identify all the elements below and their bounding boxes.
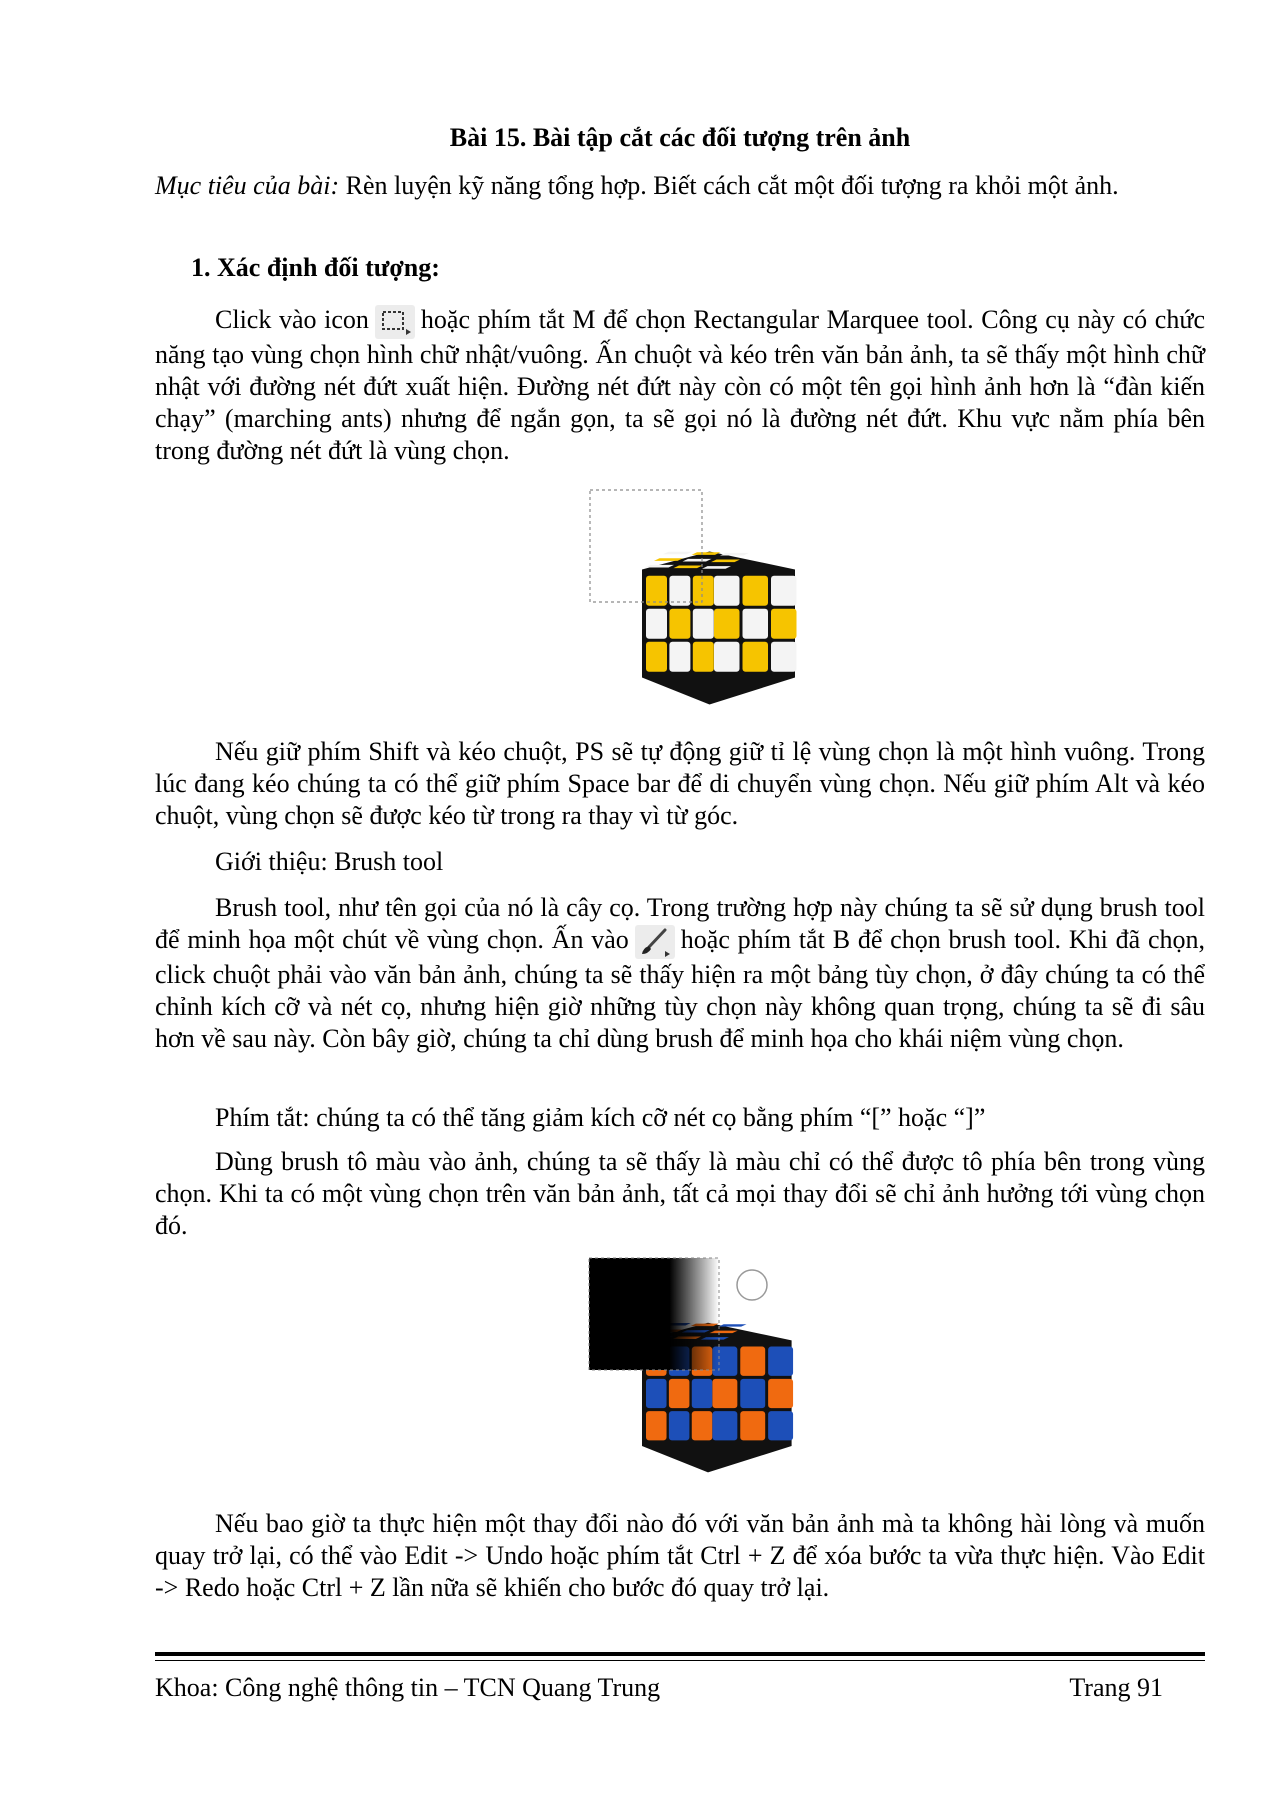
cube-top-sticker bbox=[718, 1324, 746, 1326]
cube-side-sticker bbox=[740, 1379, 765, 1408]
cube-side-sticker bbox=[771, 576, 797, 606]
cube-front-sticker bbox=[692, 1411, 713, 1440]
paragraph-marquee-end: hoặc phím tắt M để chọn Rectangular Marquee tool. Công cụ này có chức năng tạo vùng chọn hình chữ nhật/vuông. Ấn chuột và kéo trên văn bản ảnh, ta sẽ thấy một hình chữ nhật với đường nét đứt xuất hiện. Đường nét đứt này còn có một tên gọi hình ảnh hơn là “đàn kiến chạy” (marching ants) nhưng để ngắn gọn, ta sẽ gọi nó là đường nét đứt. Khu vực nằm phía bên trong đường nét đứt là vùng chọn. bbox=[155, 305, 1205, 466]
cube-front-sticker bbox=[669, 609, 690, 639]
figure-marquee-selection bbox=[570, 478, 845, 718]
cube-side-sticker bbox=[740, 1347, 765, 1376]
cube-front-sticker bbox=[669, 1379, 690, 1408]
footer-page-number: Trang 91 bbox=[1069, 1673, 1163, 1702]
cube-front-sticker bbox=[692, 1379, 713, 1408]
rubik-cube-painted-image bbox=[577, 1250, 842, 1480]
cube-side-sticker bbox=[712, 1379, 737, 1408]
cube-front-sticker bbox=[669, 576, 690, 606]
cube-front-sticker bbox=[669, 642, 690, 672]
cube-front-sticker bbox=[693, 609, 714, 639]
cube-front-sticker bbox=[646, 576, 667, 606]
figure-brush-selection bbox=[577, 1250, 842, 1480]
cube-side-sticker bbox=[771, 609, 797, 639]
paragraph-marquee-start: Click vào icon bbox=[215, 305, 369, 334]
footer-department: Khoa: Công nghệ thông tin – TCN Quang Trung bbox=[155, 1673, 661, 1702]
section-heading-1: 1. Xác định đối tượng: bbox=[191, 253, 440, 282]
cube-side-sticker bbox=[768, 1379, 793, 1408]
cube-side-sticker bbox=[743, 609, 769, 639]
document-page bbox=[155, 0, 1205, 1800]
cube-front-sticker bbox=[646, 1379, 667, 1408]
paragraph-paint-selection: Dùng brush tô màu vào ảnh, chúng ta sẽ thấy là màu chỉ có thể được tô phía bên trong vùng chọn. Khi ta có một vùng chọn trên văn bản ảnh, tất cả mọi thay đổi sẽ chỉ ảnh hưởng tới vùng chọn đó. bbox=[155, 1147, 1205, 1240]
footer-rule-thick bbox=[155, 1652, 1205, 1656]
objective-label: Mục tiêu của bài: bbox=[155, 171, 340, 200]
rectangular-marquee-icon bbox=[375, 305, 415, 339]
rubik-cube-image bbox=[570, 478, 845, 718]
painted-selection-area bbox=[589, 1258, 719, 1370]
cube-top-sticker bbox=[720, 553, 749, 556]
cube-side-sticker bbox=[740, 1411, 765, 1440]
cube-side-sticker bbox=[743, 642, 769, 672]
paragraph-brush-end: hoặc phím tắt B để chọn brush tool. Khi đã chọn, click chuột phải vào văn bản ảnh, chúng ta sẽ thấy hiện ra một bảng tùy chọn, ở đây chúng ta có thể chỉnh kích cỡ và nét cọ, nhưng hiện giờ những tùy chọn này không quan trọng, chúng ta sẽ đi sâu hơn về sau này. Còn bây giờ, chúng ta chỉ dùng brush để minh họa cho khái niệm vùng chọn. bbox=[155, 925, 1205, 1054]
cube-front-sticker bbox=[646, 642, 667, 672]
cube-top-sticker bbox=[663, 552, 692, 555]
lesson-title: Bài 15. Bài tập cắt các đối tượng trên ảnh bbox=[449, 123, 911, 152]
brush-icon bbox=[635, 925, 675, 959]
paragraph-shortcut: Phím tắt: chúng ta có thể tăng giảm kích cỡ nét cọ bằng phím “[” hoặc “]” bbox=[215, 1103, 986, 1132]
cube-side-sticker bbox=[712, 1411, 737, 1440]
objective-text: Rèn luyện kỹ năng tổng hợp. Biết cách cắt một đối tượng ra khỏi một ảnh. bbox=[339, 171, 1119, 200]
cube-front-sticker bbox=[669, 1411, 690, 1440]
paragraph-brush-tool bbox=[155, 892, 1205, 1055]
paragraph-marquee bbox=[155, 304, 1205, 467]
objective-paragraph bbox=[155, 170, 1205, 202]
rubik-cube bbox=[642, 552, 797, 705]
cube-side-sticker bbox=[768, 1411, 793, 1440]
brush-cursor-icon bbox=[737, 1270, 767, 1300]
cube-front-sticker bbox=[693, 642, 714, 672]
paragraph-brush-intro: Giới thiệu: Brush tool bbox=[215, 847, 444, 876]
cube-side-sticker bbox=[714, 576, 740, 606]
footer-rule-thin bbox=[155, 1660, 1205, 1661]
paragraph-brush-start: Brush tool, như tên gọi của nó là cây cọ. Trong trường hợp này chúng ta sẽ sử dụng brush tool để minh họa một chút về vùng chọn. Ấn vào bbox=[155, 893, 1205, 954]
cube-side-sticker bbox=[768, 1347, 793, 1376]
cube-side-sticker bbox=[714, 642, 740, 672]
cube-side-sticker bbox=[714, 609, 740, 639]
paragraph-shift-alt: Nếu giữ phím Shift và kéo chuột, PS sẽ tự động giữ tỉ lệ vùng chọn là một hình vuông. Trong lúc đang kéo chúng ta có thể giữ phím Space bar để di chuyển vùng chọn. Nếu giữ phím Alt và kéo chuột, vùng chọn sẽ được kéo từ trong ra thay vì từ góc. bbox=[155, 737, 1205, 830]
cube-side-sticker bbox=[771, 642, 797, 672]
cube-front-sticker bbox=[646, 609, 667, 639]
cube-front-sticker bbox=[693, 576, 714, 606]
cube-front-sticker bbox=[646, 1411, 667, 1440]
paragraph-undo-redo: Nếu bao giờ ta thực hiện một thay đổi nào đó với văn bản ảnh mà ta không hài lòng và muốn quay trở lại, có thể vào Edit -> Undo hoặc phím tắt Ctrl + Z để xóa bước ta vừa thực hiện. Vào Edit -> Redo hoặc Ctrl + Z lần nữa sẽ khiến cho bước đó quay trở lại. bbox=[155, 1509, 1205, 1602]
cube-side-sticker bbox=[743, 576, 769, 606]
